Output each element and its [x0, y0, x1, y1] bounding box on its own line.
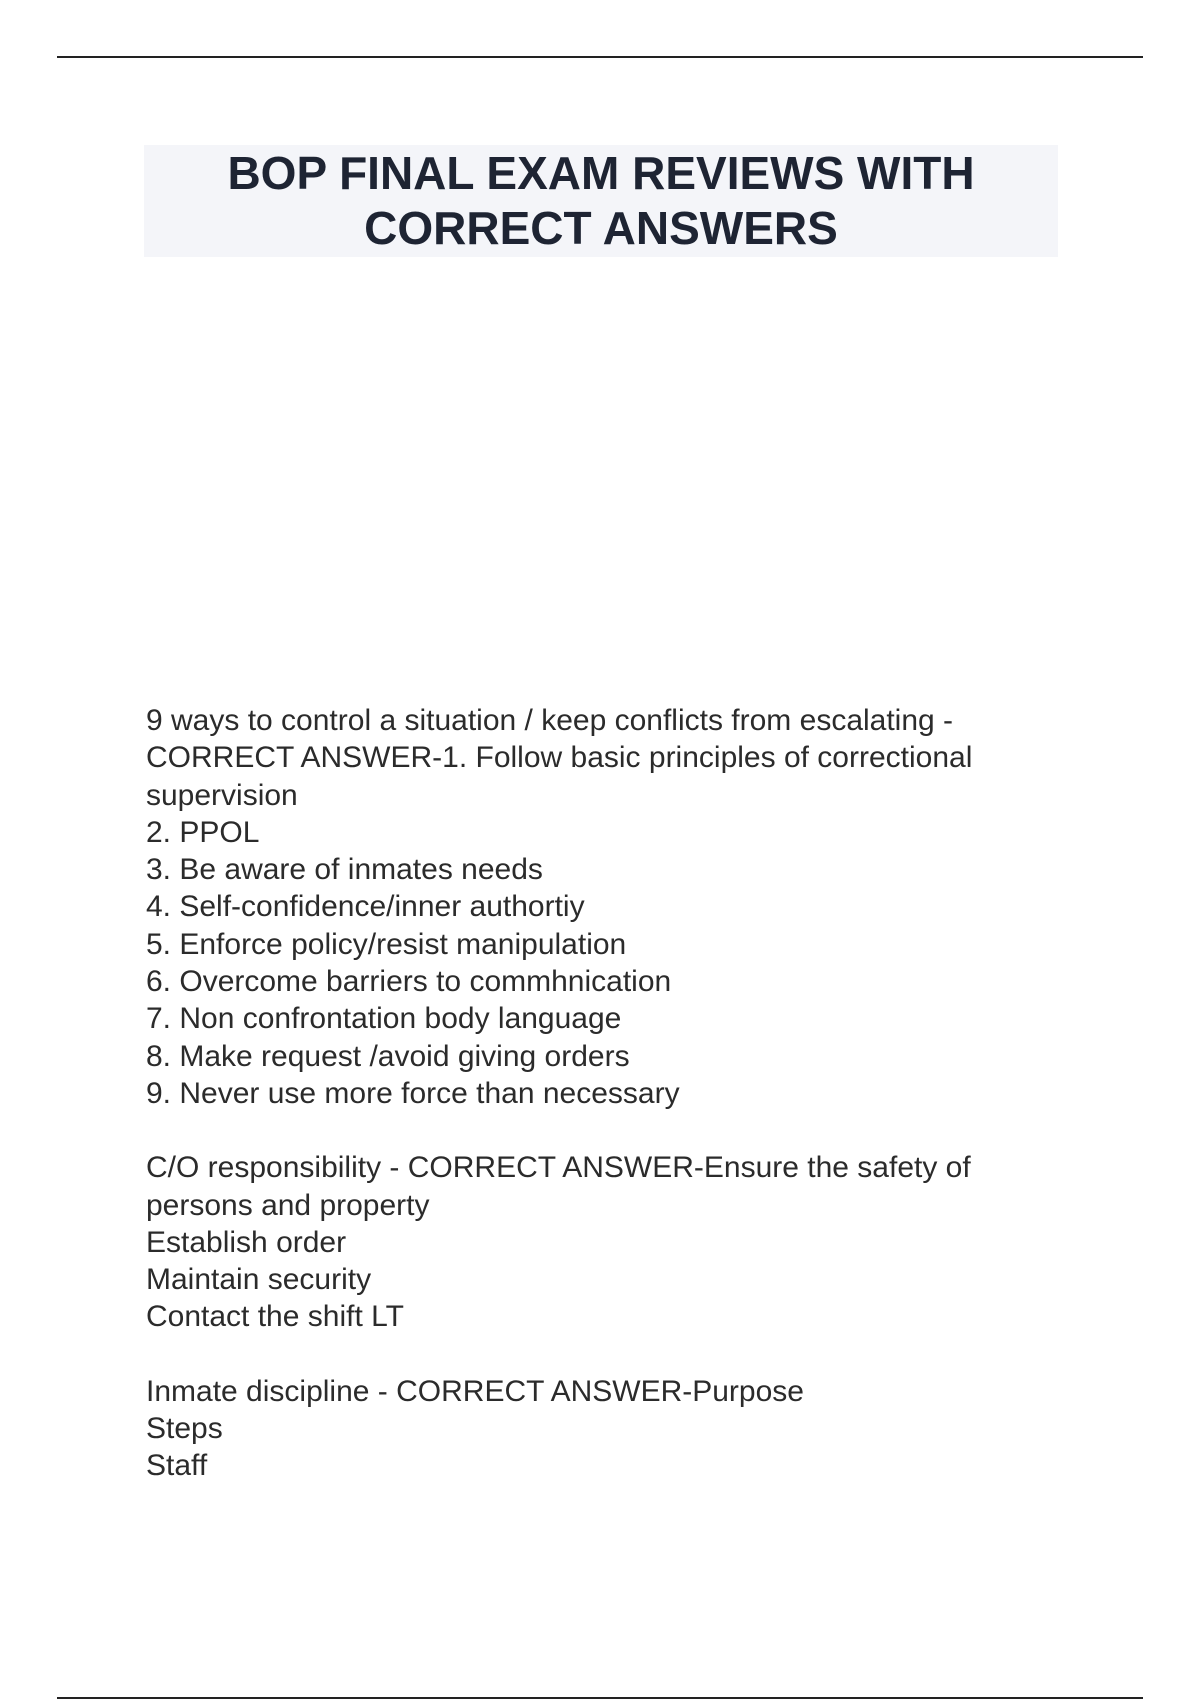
- qa-item-control-situation: [146, 702, 1076, 1112]
- qa-line: persons and property: [146, 1188, 430, 1222]
- qa-line: supervision: [146, 778, 298, 812]
- top-rule: [57, 56, 1143, 58]
- qa-line: 9 ways to control a situation / keep conflicts from escalating -: [146, 704, 954, 737]
- qa-line: 9. Never use more force than necessary: [146, 1076, 680, 1110]
- page-title-line-1: BOP FINAL EXAM REVIEWS WITH: [227, 147, 975, 199]
- qa-line: Steps: [146, 1412, 223, 1446]
- qa-line: CORRECT ANSWER-1. Follow basic principles of correctional: [146, 741, 973, 775]
- qa-line: 8. Make request /avoid giving orders: [146, 1039, 630, 1073]
- bottom-rule: [57, 1697, 1143, 1699]
- qa-line: 2. PPOL: [146, 815, 260, 849]
- qa-line: Inmate discipline - CORRECT ANSWER-Purpose: [146, 1374, 804, 1408]
- qa-line: 6. Overcome barriers to commhnication: [146, 965, 672, 999]
- qa-line: 7. Non confrontation body language: [146, 1002, 622, 1036]
- qa-line: 5. Enforce policy/resist manipulation: [146, 927, 627, 961]
- title-banner: [144, 145, 1058, 257]
- qa-line: Staff: [146, 1449, 208, 1483]
- qa-line: 3. Be aware of inmates needs: [146, 853, 543, 887]
- qa-list: [146, 702, 1076, 1522]
- qa-item-inmate-discipline: [146, 1373, 1076, 1485]
- page-title-line-2: CORRECT ANSWERS: [364, 202, 838, 254]
- qa-item-co-responsibility: [146, 1149, 1076, 1335]
- qa-line: 4. Self-confidence/inner authortiy: [146, 890, 585, 924]
- qa-line: Establish order: [146, 1225, 347, 1259]
- qa-line: Contact the shift LT: [146, 1300, 404, 1334]
- qa-line: C/O responsibility - CORRECT ANSWER-Ensure the safety of: [146, 1151, 971, 1185]
- qa-line: Maintain security: [146, 1263, 372, 1297]
